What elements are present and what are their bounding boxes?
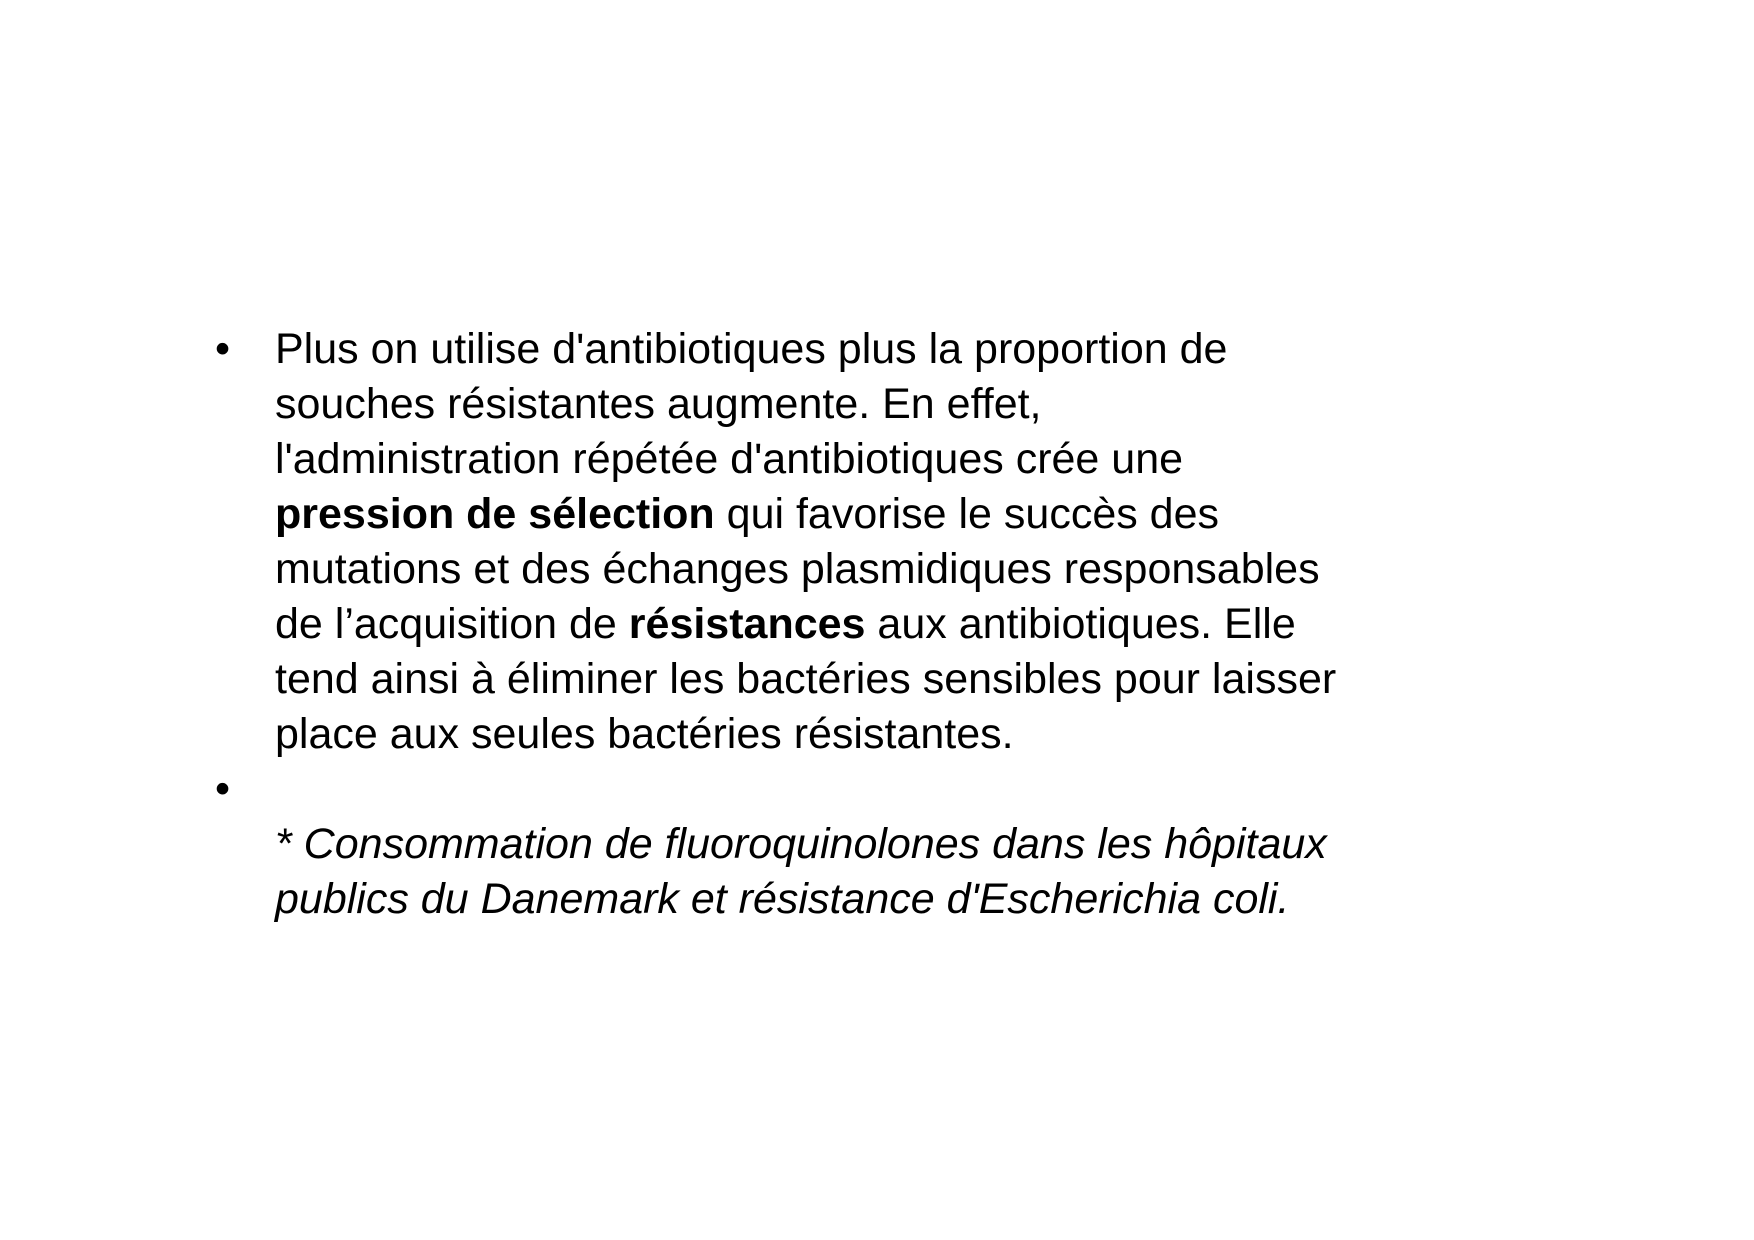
text-span: l'administration répétée d'antibiotiques crée une [275,435,1184,483]
text-span: place aux seules bactéries résistantes. [275,710,1014,758]
text-span: mutations et des échanges plasmidiques responsables [275,545,1320,593]
paragraph-line [275,377,1545,432]
bullet-item-antibiotic-pressure [215,322,1545,762]
text-span: tend ainsi à éliminer les bactéries sensibles pour laisser [275,655,1337,703]
bullet-marker: • [215,765,231,813]
note-line: * Consommation de fluoroquinolones dans les hôpitaux [275,820,1327,868]
paragraph-line [275,432,1545,487]
note-block [275,762,1545,927]
text-span: Plus on utilise d'antibiotiques plus la proportion de [275,325,1228,373]
paragraph-line [275,487,1545,542]
bullet-item-note [215,762,1545,927]
bullet-marker: • [215,325,231,373]
text-span: qui favorise le succès des [714,490,1220,538]
paragraph-line [275,707,1545,762]
bullet-paragraph [275,322,1545,762]
paragraph-line [275,597,1545,652]
text-span: souches résistantes augmente. En effet, [275,380,1042,428]
paragraph-line [275,542,1545,597]
text-span: aux antibiotiques. Elle [865,600,1296,648]
text-span: de l’acquisition de [275,600,629,648]
paragraph-line [275,652,1545,707]
bullet-list [215,322,1545,927]
paragraph-line [275,322,1545,377]
note-line: publics du Danemark et résistance d'Escherichia coli. [275,875,1290,923]
emphasis-resistances: résistances [628,600,866,648]
emphasis-selection-pressure: pression de sélection [275,490,715,538]
